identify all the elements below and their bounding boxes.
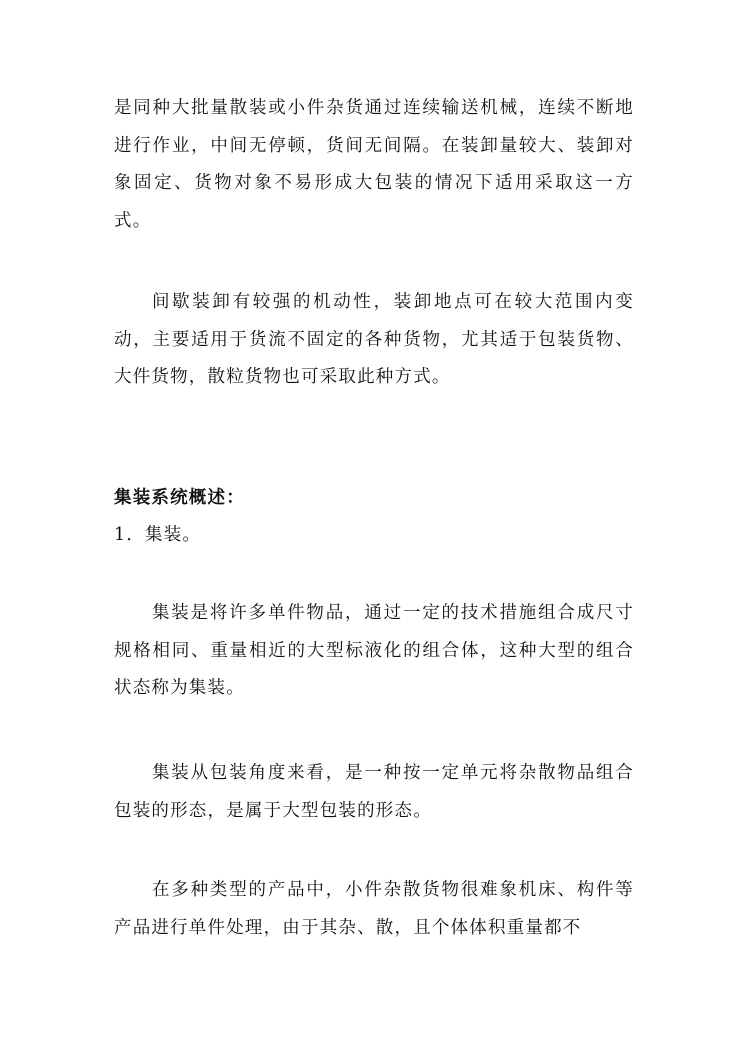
paragraph-intermittent-loading: 间歇装卸有较强的机动性，装卸地点可在较大范围内变动，主要适用于货流不固定的各种货物，尤其适于包装货物、大件货物，散粒货物也可采取此种方式。: [114, 292, 634, 387]
section-heading: 集装系统概述：: [114, 488, 245, 508]
paragraph-continuous-loading: 是同种大批量散装或小件杂货通过连续输送机械，连续不断地进行作业，中间无停顿，货间无间隔。在装卸量较大、装卸对象固定、货物对象不易形成大包装的情况下适用采取这一方式。: [114, 98, 634, 231]
numbered-item-1: 1．集装。: [114, 525, 202, 545]
paragraph-packaging-perspective: 集装从包装角度来看，是一种按一定单元将杂散物品组合包装的形态，是属于大型包装的形态。: [114, 763, 634, 821]
paragraph-containerization-definition: 集装是将许多单件物品，通过一定的技术措施组合成尺寸规格相同、重量相近的大型标液化的组合体，这种大型的组合状态称为集装。: [114, 603, 634, 698]
paragraph-small-goods: 在多种类型的产品中，小件杂散货物很难象机床、构件等产品进行单件处理，由于其杂、散，且个体体积重量都不: [114, 880, 634, 938]
